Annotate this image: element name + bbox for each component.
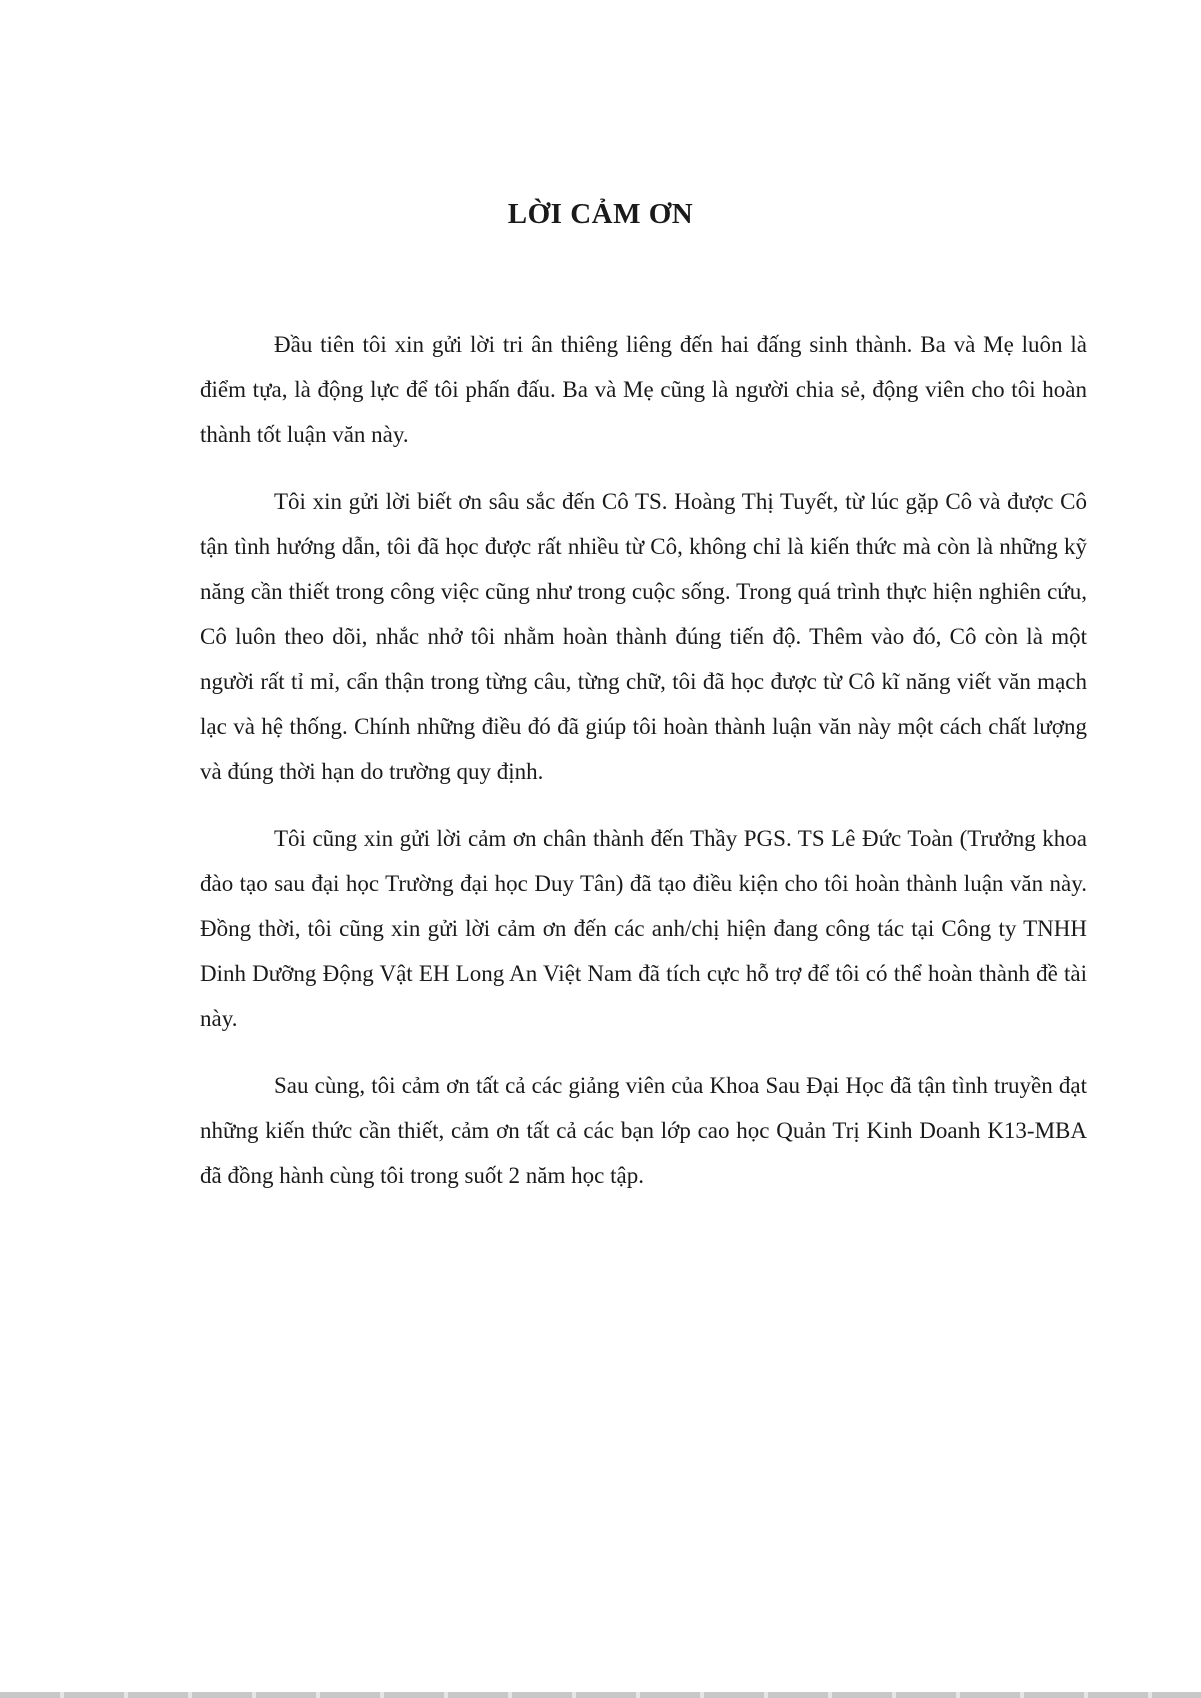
acknowledgement-body (200, 322, 1087, 1220)
paragraph-advisor: Tôi xin gửi lời biết ơn sâu sắc đến Cô TS. Hoàng Thị Tuyết, từ lúc gặp Cô và được Cô tận tình hướng dẫn, tôi đã học được rất nhiều từ Cô, không chỉ là kiến thức mà còn là những kỹ năng cần thiết trong công việc cũng như trong cuộc sống. Trong quá trình thực hiện nghiên cứu, Cô luôn theo dõi, nhắc nhở tôi nhằm hoàn thành đúng tiến độ. Thêm vào đó, Cô còn là một người rất tỉ mỉ, cẩn thận trong từng câu, từng chữ, tôi đã học được từ Cô kĩ năng viết văn mạch lạc và hệ thống. Chính những điều đó đã giúp tôi hoàn thành luận văn này một cách chất lượng và đúng thời hạn do trường quy định. (200, 489, 1087, 784)
paragraph-parents: Đầu tiên tôi xin gửi lời tri ân thiêng liêng đến hai đấng sinh thành. Ba và Mẹ luôn là điểm tựa, là động lực để tôi phấn đấu. Ba và Mẹ cũng là người chia sẻ, động viên cho tôi hoàn thành tốt luận văn này. (200, 332, 1087, 447)
paragraph-faculty-and-company: Tôi cũng xin gửi lời cảm ơn chân thành đến Thầy PGS. TS Lê Đức Toàn (Trưởng khoa đào tạo sau đại học Trường đại học Duy Tân) đã tạo điều kiện cho tôi hoàn thành luận văn này. Đồng thời, tôi cũng xin gửi lời cảm ơn đến các anh/chị hiện đang công tác tại Công ty TNHH Dinh Dưỡng Động Vật EH Long An Việt Nam đã tích cực hỗ trợ để tôi có thể hoàn thành đề tài này. (200, 826, 1087, 1031)
scan-edge-strip (0, 1692, 1201, 1698)
page-title: LỜI CẢM ƠN (507, 198, 694, 230)
paragraph-lecturers-and-classmates: Sau cùng, tôi cảm ơn tất cả các giảng viên của Khoa Sau Đại Học đã tận tình truyền đạt những kiến thức cần thiết, cảm ơn tất cả các bạn lớp cao học Quản Trị Kinh Doanh K13-MBA đã đồng hành cùng tôi trong suốt 2 năm học tập. (200, 1073, 1087, 1188)
